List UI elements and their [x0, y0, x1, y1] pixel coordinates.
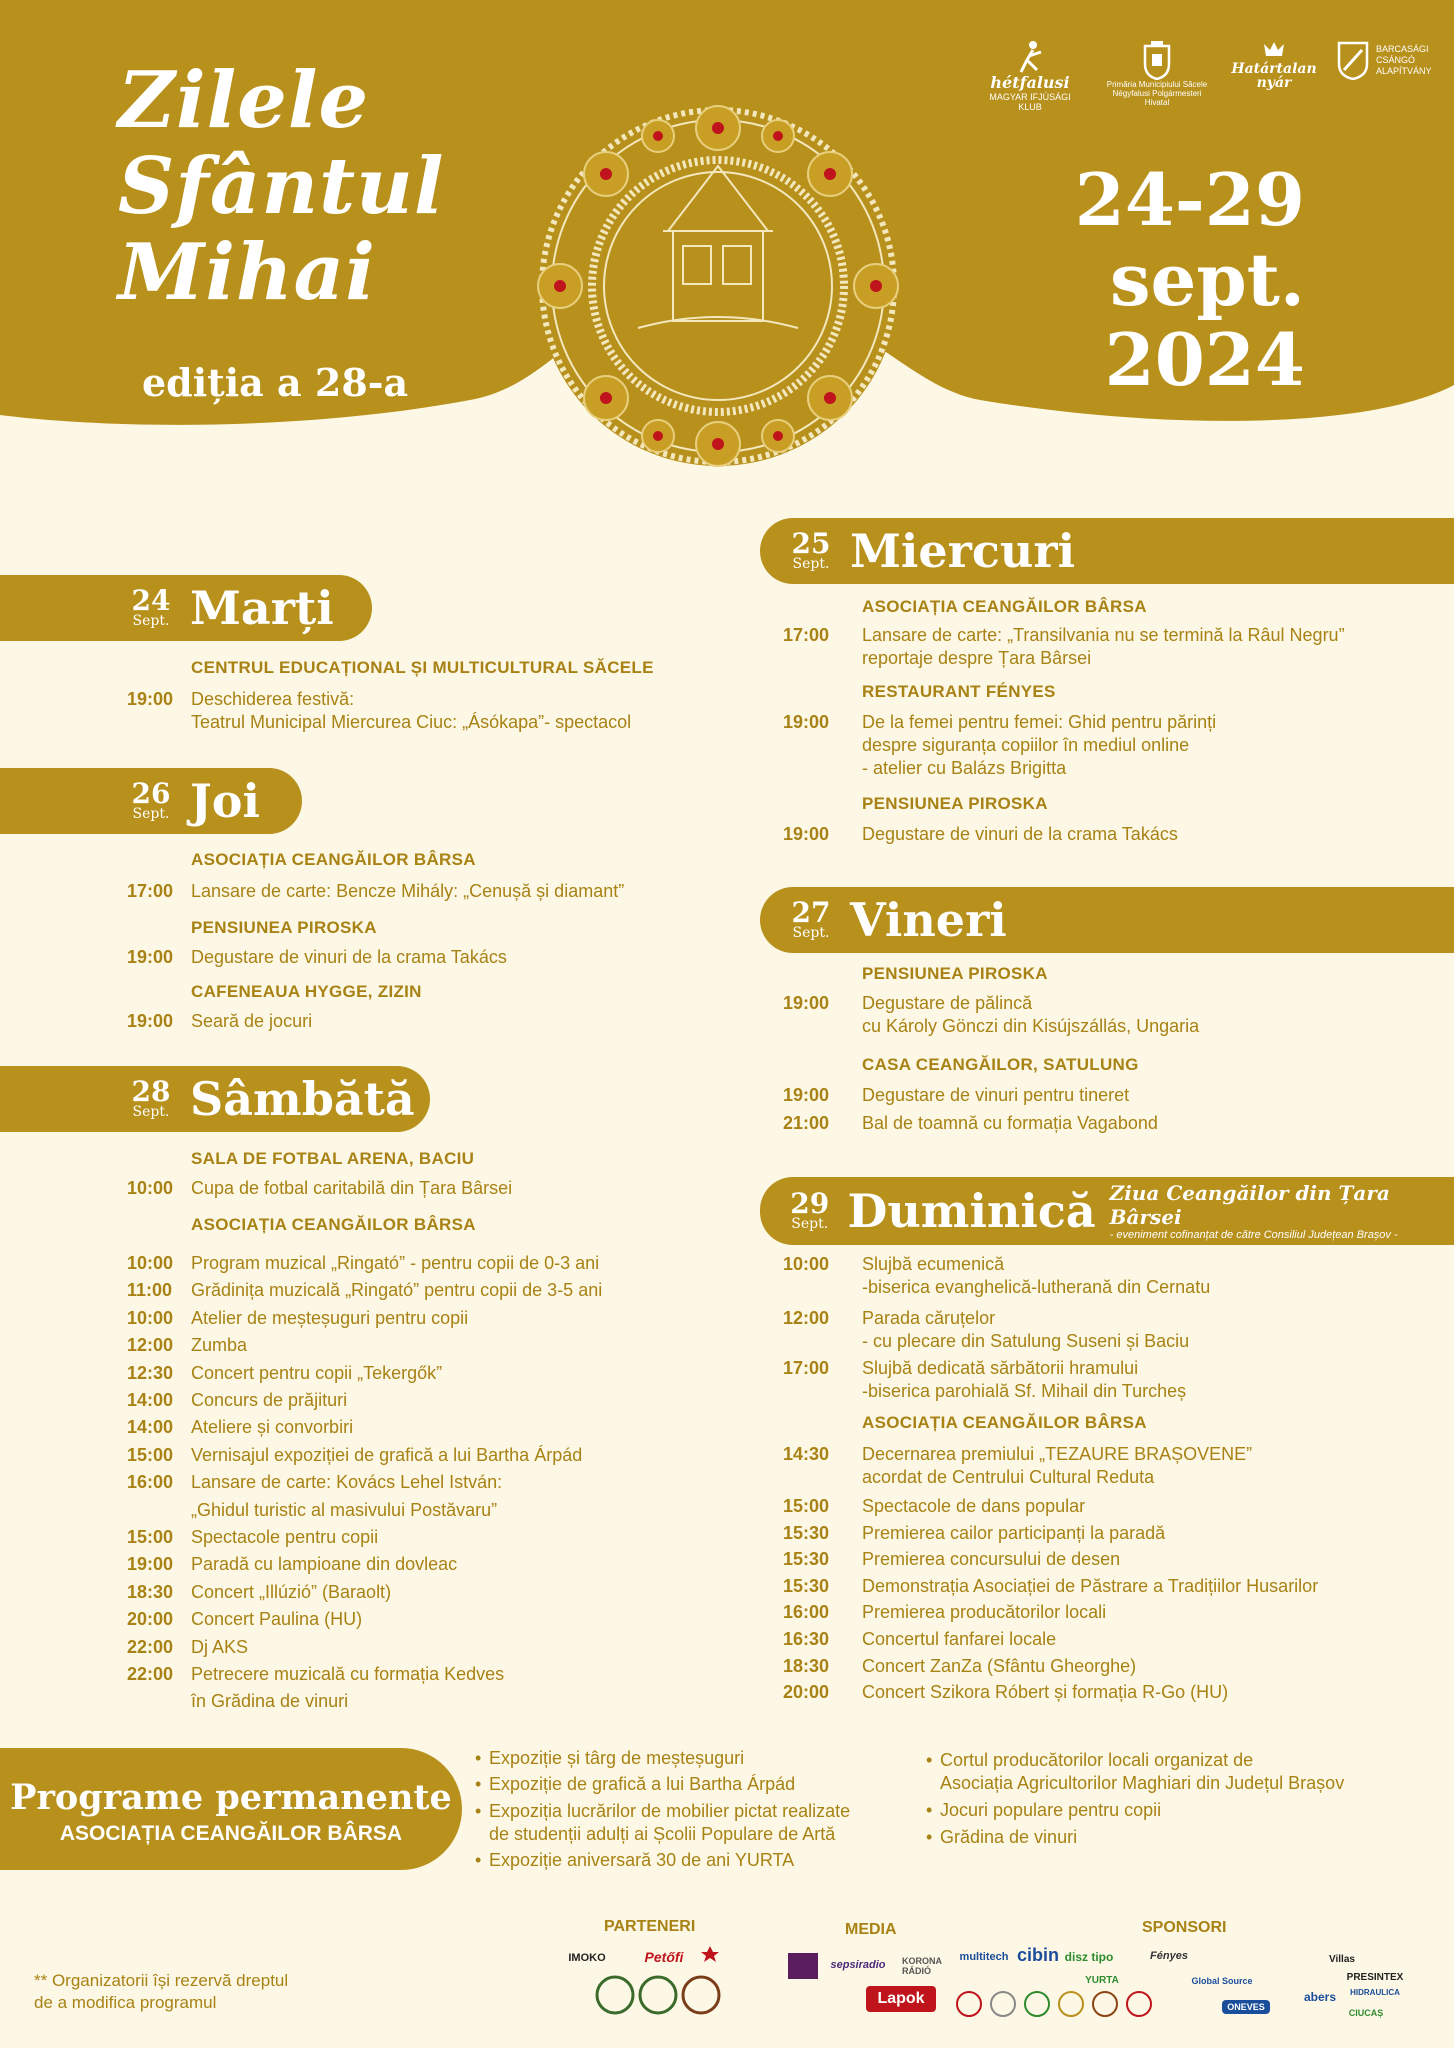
organizer-logos	[980, 40, 1436, 112]
event-desc: Parada căruțelor	[862, 1308, 996, 1328]
event-time: 20:00	[127, 1609, 174, 1630]
event-desc: Concert Paulina (HU)	[191, 1609, 363, 1630]
event-row	[127, 1499, 747, 1522]
venue-label: PENSIUNEA PIROSKA	[191, 918, 377, 937]
edition-label: ediția a 28-a	[142, 360, 409, 405]
medallion-ornament	[508, 96, 928, 476]
sponsor-logo: YURTA	[1085, 1974, 1119, 1986]
event-desc-cont: Teatrul Municipal Miercurea Ciuc: „Ásókapa”- spectacol	[191, 712, 632, 732]
logo-primaria-sub: Primăria Municipiului Săcele Négyfalusi Polgármesteri Hivatal	[1106, 80, 1208, 107]
logo-hetfalusi-sub: MAGYAR IFJÚSÁGI KLUB	[989, 92, 1071, 112]
media-heading: MEDIA	[845, 1921, 897, 1938]
event-desc: Program muzical „Ringató” - pentru copii de 0-3 ani	[191, 1253, 600, 1273]
event-time: 19:00	[127, 1554, 174, 1575]
event-row	[127, 1279, 747, 1302]
event-desc: Premierea concursului de desen	[862, 1549, 1121, 1570]
logo-csango	[1336, 40, 1436, 80]
event-desc: Lansare de carte: Bencze Mihály: „Cenușă și diamant”	[191, 881, 625, 901]
event-desc: Degustare de vinuri pentru tineret	[862, 1085, 1130, 1105]
event-row	[127, 1362, 747, 1385]
dates-line-1: 24-29	[1074, 157, 1305, 242]
event-time: 15:30	[783, 1549, 830, 1570]
event-row	[127, 1471, 747, 1494]
event-time: 14:00	[127, 1390, 174, 1410]
event-time: 19:00	[783, 712, 830, 732]
permanent-item-cont: Asociația Agricultorilor Maghiari din Județul Brașov	[940, 1773, 1345, 1793]
event-desc: Zumba	[191, 1335, 248, 1356]
sponsor-logo: multitech	[959, 1951, 1009, 1963]
event-time: 18:30	[127, 1581, 174, 1602]
event-row	[783, 1628, 1433, 1651]
organizer-note	[34, 1970, 288, 2014]
day-name: Duminică	[847, 1184, 1096, 1238]
event-desc: Dj AKS	[191, 1636, 249, 1657]
logo-primaria	[1102, 40, 1212, 107]
event-time: 17:00	[127, 881, 174, 901]
media-logo: Lapok	[866, 1986, 936, 2012]
coat-of-arms-icon	[1141, 40, 1173, 80]
event-row	[127, 880, 747, 903]
day-date	[780, 1187, 839, 1232]
event-time: 14:30	[783, 1444, 830, 1464]
sponsor-logo: disz tipo	[1064, 1950, 1114, 1964]
day-header-sunday	[760, 1177, 1454, 1245]
event-row	[127, 1581, 747, 1604]
day-date	[780, 896, 842, 941]
day-month: Sept.	[792, 925, 830, 941]
day-date	[120, 777, 182, 822]
event-row	[783, 1307, 1423, 1353]
event-row	[127, 1444, 747, 1467]
event-desc-cont: cu Károly Gönczi din Kisújszállás, Ungaria	[862, 1016, 1200, 1036]
day-date	[120, 1075, 182, 1120]
event-time: 12:30	[127, 1362, 174, 1383]
event-desc-cont: - atelier cu Balázs Brigitta	[862, 758, 1067, 778]
event-row	[127, 1553, 747, 1576]
event-row	[127, 1177, 747, 1200]
event-time: 22:00	[127, 1636, 174, 1657]
event-row	[783, 1443, 1423, 1489]
sponsor-logos-group-icon	[955, 1984, 1195, 2026]
event-row	[127, 1010, 747, 1033]
event-time: 19:00	[127, 1011, 174, 1031]
event-time: 22:00	[127, 1664, 174, 1684]
day-subtitle-main: Ziua Ceangăilor din Țara Bârsei	[1109, 1181, 1390, 1229]
day-number: 28	[131, 1075, 171, 1108]
event-row	[783, 1548, 1433, 1571]
event-desc-cont: acordat de Centrului Cultural Reduta	[862, 1467, 1155, 1487]
venue-label: ASOCIAȚIA CEANGĂILOR BÂRSA	[862, 1413, 1147, 1432]
event-time: 17:00	[783, 625, 830, 645]
event-row	[783, 1112, 1423, 1135]
event-time: 10:00	[127, 1307, 174, 1328]
event-desc: Grădinița muzicală „Ringató” pentru copii de 3-5 ani	[191, 1280, 603, 1301]
venue-label: ASOCIAȚIA CEANGĂILOR BÂRSA	[191, 850, 476, 869]
event-desc: Slujbă dedicată sărbătorii hramului	[862, 1358, 1139, 1378]
day-number: 27	[791, 896, 831, 929]
venue-label: RESTAURANT FÉNYES	[862, 682, 1056, 701]
event-time: 19:00	[783, 824, 830, 844]
event-row	[783, 992, 1423, 1038]
event-row	[127, 1389, 747, 1412]
venue-label: CAFENEAUA HYGGE, ZIZIN	[191, 982, 422, 1001]
event-row	[127, 946, 747, 969]
event-desc: Degustare de vinuri de la crama Takács	[191, 947, 507, 967]
flower-logo-icon	[700, 1944, 720, 1964]
event-desc: Cupa de fotbal caritabilă din Țara Bârsei	[191, 1178, 513, 1198]
day-date	[780, 527, 842, 572]
partner-seals-icon	[595, 1975, 725, 2015]
day-number: 29	[790, 1187, 830, 1220]
event-time: 15:00	[127, 1527, 174, 1547]
event-row	[127, 1663, 747, 1686]
permanent-item: • Expoziție de grafică a lui Bartha Árpád	[475, 1774, 796, 1794]
title-line-2: Sfântul	[118, 141, 445, 232]
event-row	[127, 1416, 747, 1439]
day-month: Sept.	[132, 613, 170, 629]
venue-label: CASA CEANGĂILOR, SATULUNG	[862, 1055, 1139, 1074]
day-header-tuesday	[0, 575, 372, 641]
event-desc: Concert ZanZa (Sfântu Gheorghe)	[862, 1655, 1137, 1676]
note-line-2: de a modifica programul	[34, 1993, 217, 2012]
event-time: 20:00	[783, 1682, 830, 1703]
event-desc-cont: -biserica evanghelică-lutherană din Cernatu	[862, 1277, 1211, 1297]
event-desc: Concurs de prăjituri	[191, 1390, 348, 1410]
event-desc: Concert „Illúzió” (Baraolt)	[191, 1581, 392, 1602]
day-month: Sept.	[791, 1216, 829, 1232]
event-time: 21:00	[783, 1113, 830, 1133]
venue-label: SALA DE FOTBAL ARENA, BACIU	[191, 1149, 475, 1168]
event-row	[783, 711, 1423, 780]
event-desc-cont: reportaje despre Țara Bârsei	[862, 648, 1092, 668]
day-month: Sept.	[132, 806, 170, 822]
note-line-1: ** Organizatorii își rezervă dreptul	[34, 1971, 289, 1990]
event-time: 12:00	[127, 1335, 174, 1356]
event-desc: Spectacole pentru copii	[191, 1527, 379, 1547]
event-desc: Spectacole de dans popular	[862, 1496, 1086, 1516]
event-desc: Deschiderea festivă:	[191, 689, 355, 709]
event-desc-cont: - cu plecare din Satulung Suseni și Baciu	[862, 1331, 1190, 1351]
event-desc: Concert pentru copii „Tekergők”	[191, 1362, 443, 1383]
permanent-programs-banner	[0, 1748, 462, 1870]
event-desc: Decernarea premiului „TEZAURE BRAȘOVENE”	[862, 1444, 1253, 1464]
venue-label: PENSIUNEA PIROSKA	[862, 794, 1048, 813]
permanent-item: • Expoziție aniversară 30 de ani YURTA	[475, 1850, 795, 1870]
event-time: 12:00	[783, 1308, 830, 1328]
day-month: Sept.	[792, 556, 830, 572]
event-row	[783, 1655, 1433, 1678]
event-row	[127, 1636, 747, 1659]
event-desc: Lansare de carte: „Transilvania nu se termină la Râul Negru”	[862, 625, 1345, 645]
event-time: 19:00	[783, 1085, 830, 1105]
event-desc: Petrecere muzicală cu formația Kedves	[191, 1664, 505, 1684]
event-row	[783, 624, 1423, 670]
event-desc: „Ghidul turistic al masivului Postăvaru”	[191, 1499, 498, 1520]
event-time: 11:00	[127, 1280, 173, 1301]
sponsor-logo: HIDRAULICA	[1350, 1987, 1400, 1997]
day-name: Marți	[190, 581, 334, 635]
event-time: 18:30	[783, 1655, 830, 1676]
event-time: 16:30	[783, 1629, 830, 1649]
day-date	[120, 584, 182, 629]
event-time: 10:00	[783, 1254, 830, 1274]
event-desc: Degustare de vinuri de la crama Takács	[862, 824, 1178, 844]
day-number: 25	[791, 527, 831, 560]
event-time: 16:00	[783, 1602, 830, 1623]
sponsor-logo: CIUCAȘ	[1348, 2008, 1384, 2018]
event-desc: Ateliere și convorbiri	[191, 1417, 354, 1438]
event-desc: Premierea cailor participanți la paradă	[862, 1522, 1166, 1543]
title-line-3: Mihai	[118, 227, 376, 318]
event-time: 19:00	[783, 993, 830, 1013]
day-name: Vineri	[850, 893, 1007, 947]
event-desc: Vernisajul expoziției de grafică a lui Bartha Árpád	[191, 1444, 583, 1465]
event-row	[127, 1334, 747, 1357]
permanent-item-cont: de studenții adulți ai Școlii Populare de Artă	[489, 1824, 836, 1844]
event-desc: Premierea producătorilor locali	[862, 1602, 1107, 1623]
permanent-item: • Cortul producătorilor locali organizat de	[926, 1750, 1254, 1770]
logo-hetfalusi-name: hétfalusi	[990, 73, 1070, 92]
permanent-item: • Expoziție și târg de meșteșuguri	[475, 1748, 745, 1768]
event-time: 10:00	[127, 1253, 174, 1273]
day-header-thursday	[0, 768, 302, 834]
day-number: 24	[131, 584, 171, 617]
media-logo: KORONA RÁDIÓ	[902, 1956, 942, 1976]
event-row	[783, 1681, 1433, 1704]
day-name: Joi	[190, 774, 260, 828]
media-logo-icon	[788, 1953, 818, 1979]
logo-csango-sub: BARCASÁGI CSÁNGÓ ALAPÍTVÁNY	[1376, 43, 1432, 76]
partner-logo: Petőfi	[644, 1949, 684, 1965]
event-time: 15:00	[783, 1496, 830, 1516]
day-header-friday	[760, 887, 1454, 953]
sponsor-logo: Global Source	[1191, 1976, 1253, 1986]
event-time: 15:30	[783, 1575, 830, 1596]
dancer-icon	[1015, 40, 1045, 74]
day-number: 26	[131, 777, 171, 810]
festival-dates	[1065, 157, 1305, 402]
event-row	[127, 1526, 747, 1549]
venue-label: ASOCIAȚIA CEANGĂILOR BÂRSA	[191, 1215, 476, 1234]
logo-hatartalan	[1231, 40, 1317, 91]
event-desc: Concert Szikora Róbert și formația R-Go (HU)	[862, 1682, 1229, 1703]
event-time: 10:00	[127, 1178, 174, 1198]
sponsor-logo: cibin	[1017, 1944, 1060, 1965]
event-row	[783, 1522, 1433, 1545]
event-row	[783, 823, 1423, 846]
event-row	[127, 1608, 747, 1631]
sponsor-logo: Villas	[1329, 1953, 1355, 1965]
permanent-item: • Expoziția lucrărilor de mobilier pictat realizate	[475, 1801, 851, 1821]
day-month: Sept.	[132, 1104, 170, 1120]
partner-logo: IMOKO	[568, 1952, 606, 1964]
event-desc: Concertul fanfarei locale	[862, 1629, 1057, 1649]
event-desc-cont: despre siguranța copiilor în mediul online	[862, 735, 1190, 755]
day-subtitle	[1110, 1181, 1454, 1241]
venue-label: CENTRUL EDUCAȚIONAL ȘI MULTICULTURAL SĂCELE	[191, 658, 654, 677]
event-desc: Atelier de meșteșuguri pentru copii	[191, 1307, 469, 1328]
event-row	[127, 688, 747, 734]
partners-heading: PARTENERI	[604, 1918, 696, 1935]
event-desc-cont: -biserica parohială Sf. Mihail din Turcheș	[862, 1381, 1187, 1401]
tulip-icon	[1260, 40, 1288, 62]
event-row	[783, 1357, 1423, 1403]
venue-label: ASOCIAȚIA CEANGĂILOR BÂRSA	[862, 597, 1147, 616]
event-desc: în Grădina de vinuri	[191, 1691, 349, 1712]
event-row	[127, 1252, 747, 1275]
event-row	[783, 1495, 1433, 1518]
event-row	[783, 1601, 1433, 1624]
event-time: 15:00	[127, 1444, 174, 1465]
event-desc: Seară de jocuri	[191, 1011, 313, 1031]
festival-title	[118, 55, 445, 318]
dates-line-2: sept.	[1109, 237, 1305, 322]
dates-line-3: 2024	[1104, 317, 1305, 402]
day-header-saturday	[0, 1066, 430, 1132]
event-desc: De la femei pentru femei: Ghid pentru părinți	[862, 712, 1217, 732]
event-desc: Slujbă ecumenică	[862, 1254, 1005, 1274]
event-time: 19:00	[127, 689, 174, 709]
logo-hetfalusi	[980, 40, 1080, 112]
event-time: 15:30	[783, 1522, 830, 1543]
media-logo: sepsiradio	[830, 1959, 886, 1971]
permanent-item: • Grădina de vinuri	[926, 1827, 1078, 1847]
permanent-title: Programe permanente	[10, 1777, 452, 1818]
day-subtitle-note: - eveniment cofinanțat de către Consiliul Județean Brașov -	[1109, 1229, 1398, 1241]
logo-hatartalan-name: Határtalan nyár	[1231, 61, 1317, 91]
event-row	[127, 1690, 747, 1713]
day-name: Sâmbătă	[190, 1072, 415, 1126]
event-row	[783, 1575, 1433, 1598]
sponsor-logo: ONEVES	[1222, 2000, 1270, 2014]
title-line-1: Zilele	[118, 55, 370, 146]
permanent-organizer: ASOCIAȚIA CEANGĂILOR BÂRSA	[59, 1822, 403, 1845]
sponsors-heading: SPONSORI	[1142, 1919, 1227, 1936]
event-desc: Paradă cu lampioane din dovleac	[191, 1554, 458, 1575]
event-row	[127, 1307, 747, 1330]
day-header-wednesday	[760, 518, 1454, 584]
sponsor-logo: Fényes	[1150, 1950, 1188, 1962]
permanent-item: • Jocuri populare pentru copii	[926, 1800, 1162, 1820]
event-desc: Lansare de carte: Kovács Lehel István:	[191, 1472, 503, 1493]
event-desc: Demonstrația Asociației de Păstrare a Tradițiilor Husarilor	[862, 1575, 1319, 1596]
sponsor-logo: PRESINTEX	[1346, 1971, 1404, 1983]
event-row	[783, 1084, 1423, 1107]
sponsor-logo: abers	[1303, 1990, 1337, 2004]
venue-label: PENSIUNEA PIROSKA	[862, 964, 1048, 983]
shield-icon	[1336, 40, 1370, 80]
event-time: 14:00	[127, 1417, 174, 1438]
event-desc: Bal de toamnă cu formația Vagabond	[862, 1113, 1158, 1133]
day-name: Miercuri	[850, 524, 1076, 578]
event-time: 16:00	[127, 1472, 174, 1493]
event-time: 19:00	[127, 947, 174, 967]
event-desc: Degustare de pălincă	[862, 993, 1033, 1013]
event-time: 17:00	[783, 1358, 830, 1378]
event-row	[783, 1253, 1423, 1299]
